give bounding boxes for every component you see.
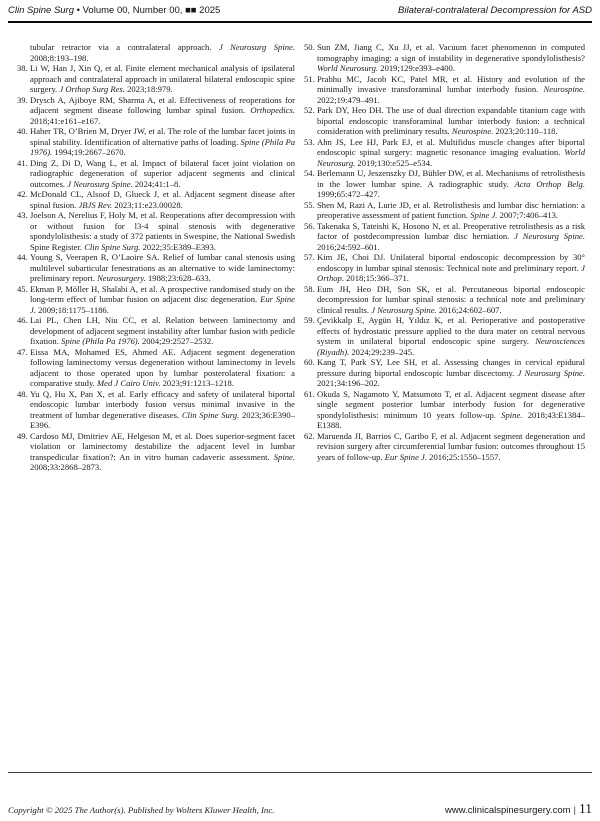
reference-journal: Neurospine. [451, 126, 494, 136]
reference-text: Haher TR, O’Brien M, Dryer JW, et al. The role of the lumbar facet joints in spinal stability. Identification of alternative paths of loading. [30, 126, 295, 147]
reference-pages: 2023;11:e23.00028. [112, 199, 183, 210]
page-header [8, 5, 592, 16]
reference-text: Ahn JS, Lee HJ, Park EJ, et al. Multifidus muscle changes after biportal endoscopic spinal surgery: magnetic resonance imaging evaluation. [317, 136, 585, 157]
reference-item [17, 63, 295, 95]
reference-number: 42. [17, 189, 28, 199]
reference-pages: 2008;8:193–198. [30, 52, 89, 63]
reference-item [304, 74, 585, 106]
reference-number: 47. [17, 346, 28, 357]
reference-number: 59. [304, 315, 315, 325]
reference-item [304, 137, 585, 169]
reference-pages: 2021;34:196–202. [317, 378, 380, 388]
reference-text: Okuda S, Nagamoto Y, Matsumoto T, et al. Adjacent segment disease after single segment posterior lumbar interbody fusion for degenerative spondylolisthesis: minimum 10 years follow-up. [317, 388, 585, 420]
reference-pages: 2024;29:239–245. [349, 346, 415, 357]
reference-journal: Acta Orthop Belg. [514, 178, 585, 189]
reference-journal: Neurospine. [543, 84, 585, 94]
reference-item [304, 252, 585, 284]
reference-number: 57. [304, 252, 315, 262]
reference-text: Eissa MA, Mohamed ES, Ahmed AE. Adjacent segment degeneration following laminectomy versus degeneration without laminectomy in levels adjacent to those operated upon by lumbar posterolateral fixation: a comparative study. [30, 346, 295, 388]
reference-pages: 1988;23:628–633. [145, 273, 211, 283]
reference-pages: 2022;19:479–491. [317, 94, 380, 105]
reference-journal: Neurosciences (Riyadh). [317, 336, 585, 357]
running-title: Bilateral-contralateral Decompression for ASD [398, 5, 592, 16]
reference-text: Kang T, Park SY, Lee SH, et al. Assessing changes in cervical epidural pressure during biportal endoscopic lumbar discectomy. [317, 357, 585, 378]
reference-text: Li W, Han J, Xin Q, et al. Finite element mechanical analysis of ipsilateral approach and contralateral approach in unilateral bilateral endoscopic spine surgery. [30, 63, 295, 94]
reference-text: Kim JE, Choi DJ. Unilateral biportal endoscopic decompression by 30° endoscopy in lumbar spinal stenosis: Technical note and preliminary report. [317, 252, 585, 273]
reference-pages: 2019;129:e393–e400. [378, 63, 455, 73]
reference-number: 43. [17, 210, 28, 220]
reference-number: 38. [17, 63, 28, 73]
reference-journal: J Neurosurg Spine. [371, 304, 437, 315]
reference-journal: Clin Spine Surg. [181, 409, 240, 420]
reference-journal: Orthopedics. [250, 105, 295, 115]
reference-journal: Clin Spine Surg. [84, 241, 141, 252]
reference-journal: J Neurosurg Spine. [514, 231, 585, 241]
reference-item [17, 431, 295, 473]
reference-item [17, 252, 295, 284]
reference-item [17, 347, 295, 389]
footer-meta [445, 801, 592, 817]
reference-text: Berlemann U, Jeszenszky DJ, Bühler DW, et al. Mechanisms of retrolisthesis in the lower lumbar spine. A radiographic study. [317, 168, 585, 189]
reference-text: Yu Q, Hu X, Pan X, et al. Early efficacy and safety of unilateral biportal endoscopic lumbar interbody fusion versus minimal invasive in the treatment of lumbar degenerative diseases. [30, 388, 295, 420]
reference-number: 45. [17, 283, 28, 294]
reference-pages: 2023;91:1213–1218. [160, 378, 234, 388]
reference-pages: 2018;43:E1384–E1388. [317, 409, 585, 430]
reference-pages: 2009;18:1175–1186. [35, 304, 109, 315]
reference-item [304, 284, 585, 316]
footer-separator: | [573, 805, 576, 816]
reference-text: Lai PL, Chen LH, Niu CC, et al. Relation between laminectomy and development of adjacent segment instability after lumbar fusion with pedicle fixation. [30, 315, 295, 346]
reference-text: Ekman P, Möller H, Shalabi A, et al. A prospective randomised study on the long-term effect of lumbar fusion on adjacent disc degeneration. [30, 283, 295, 304]
reference-text: tubular retractor via a contralateral approach. [30, 42, 219, 52]
reference-number: 54. [304, 168, 315, 178]
reference-item [17, 42, 295, 63]
journal-citation [8, 5, 220, 16]
reference-item [304, 389, 585, 431]
reference-number: 55. [304, 199, 315, 210]
reference-item [17, 126, 295, 158]
reference-number: 50. [304, 42, 315, 52]
reference-text: Shen M, Razi A, Lurie JD, et al. Retrolisthesis and lumbar disc herniation: a preoperative assessment of patient function. [317, 199, 585, 220]
reference-pages: 1994;19:2667–2670. [52, 147, 126, 157]
reference-item [17, 389, 295, 431]
reference-number: 62. [304, 430, 315, 441]
journal-name: Clin Spine Surg [8, 5, 75, 16]
issue-info: • Volume 00, Number 00, ■■ 2025 [74, 5, 221, 16]
reference-pages: 2022;35:E389–E393. [140, 241, 216, 252]
reference-item [17, 284, 295, 316]
copyright-notice: Copyright © 2025 The Author(s). Published by Wolters Kluwer Health, Inc. [8, 805, 275, 815]
reference-text: Maruenda JI, Barrios C, Garibo F, et al. Adjacent segment degeneration and revision surgery after circumferential lumbar fusion: outcomes throughout 15 years of follow-up. [317, 430, 585, 462]
reference-text: McDonald CL, Alsoof D, Glueck J, et al. Adjacent segment disease after spinal fusion. [30, 189, 295, 210]
reference-pages: 2018;15:366–371. [343, 273, 409, 283]
reference-journal: JBJS Rev. [78, 199, 113, 210]
reference-number: 53. [304, 136, 315, 147]
reference-journal: J Neurosurg Spine. [218, 42, 295, 52]
reference-journal: World Neurosurg. [317, 147, 585, 168]
reference-pages: 2007;7:406–413. [497, 210, 559, 220]
reference-journal: Med J Cairo Univ. [96, 378, 161, 388]
reference-pages: 2023;36:E390–E396. [30, 409, 295, 430]
reference-item [304, 168, 585, 200]
reference-item [17, 315, 295, 347]
reference-journal: J Neurosurg Spine. [517, 367, 586, 378]
reference-item [17, 189, 295, 210]
reference-pages: 2016;24:592–601. [317, 241, 380, 252]
reference-item [304, 42, 585, 74]
reference-number: 60. [304, 357, 315, 367]
reference-pages: 2023;18:979. [124, 84, 173, 94]
reference-item [304, 105, 585, 137]
reference-journal: Eur Spine J. [30, 294, 295, 315]
reference-number: 56. [304, 220, 315, 231]
reference-item [17, 210, 295, 252]
reference-text: Cardoso MJ, Dmitriev AE, Helgeson M, et al. Does superior-segment facet violation or laminectomy destabilize the adjacent level in lumbar transpedicular fixation?: An in vitro human cadaveric assessment. [30, 430, 295, 462]
journal-website: www.clinicalspinesurgery.com [445, 805, 571, 816]
reference-text: Takenaka S, Tateishi K, Hosono N, et al. Preoperative retrolisthesis as a risk factor of postdecompression lumbar disc herniation. [317, 220, 585, 241]
reference-pages: 2018;41:e161–e167. [30, 115, 101, 126]
reference-pages: 2019;130:e525–e534. [355, 157, 433, 168]
reference-journal: Spine (Phila Pa 1976). [61, 336, 140, 346]
reference-text: Sun ZM, Jiang C, Xu JJ, et al. Vacuum facet phenomenon in computed tomography imaging: a sign of instability in degenerative spondylolisthesis? [317, 42, 585, 63]
reference-journal: Eur Spine J. [384, 451, 428, 462]
reference-text: Joelson A, Nerelius F, Holy M, et al. Reoperations after decompression with or without fusion for l3-4 spinal stenosis with degenerative spondylolisthesis: a study of 372 patients in Swespine, the National Swedish Spine Register. [30, 210, 295, 252]
reference-journal: Spine (Phila Pa 1976). [30, 136, 295, 157]
reference-item [304, 221, 585, 253]
reference-item [17, 95, 295, 127]
reference-number: 39. [17, 94, 28, 105]
reference-journal: World Neurosurg. [317, 63, 379, 73]
reference-journal: J Orthop Surg Res. [59, 84, 125, 94]
reference-text: Park DY, Heo DH. The use of dual direction expandable titanium cage with biportal endoscopic transforaminal lumbar interbody fusion: a technical consideration with preliminary results. [317, 105, 585, 136]
reference-journal: J Orthop. [317, 262, 585, 283]
reference-text: Çevikkalp E, Aygün H, Yıldız K, et al. Perioperative and postoperative effects of hydrostatic pressure applied to the dura mater on central nervous system in unilateral biportal endoscopic spine surgery. [317, 315, 585, 346]
reference-item [17, 158, 295, 190]
reference-pages: 2004;29:2527–2532. [139, 336, 214, 346]
reference-text: Eum JH, Heo DH, Son SK, et al. Percutaneous biportal endoscopic decompression for lumbar spinal stenosis: a technical note and preliminary clinical results. [317, 283, 585, 315]
reference-number: 52. [304, 105, 315, 115]
reference-number: 61. [304, 388, 315, 399]
reference-number: 49. [17, 430, 28, 441]
references-section [17, 42, 585, 473]
reference-pages: 2024;41:1–8. [132, 178, 181, 189]
reference-text: Young S, Veerapen R, O’Laoire SA. Relief of lumbar canal stenosis using multilevel subarticular fenestrations as an alternative to wide laminectomy: preliminary report. [30, 252, 295, 283]
reference-item [304, 315, 585, 357]
reference-journal: J Neurosurg Spine. [67, 178, 133, 189]
reference-journal: Neurosurgery. [97, 273, 146, 283]
reference-journal: Spine J. [470, 210, 498, 220]
reference-number: 40. [17, 126, 28, 136]
reference-number: 46. [17, 315, 28, 325]
reference-pages: 2016;25:1550–1557. [427, 451, 501, 462]
reference-text: Drysch A, Ajiboye RM, Sharma A, et al. Effectiveness of reoperations for adjacent segment disease following lumbar spinal fusion. [30, 94, 295, 115]
reference-text: Ding Z, Di D, Wang L, et al. Impact of bilateral facet joint violation on radiographic degeneration of superior adjacent segments and clinical outcomes. [30, 157, 295, 189]
references-column-right [304, 42, 585, 473]
reference-journal: Spine. [273, 451, 295, 462]
reference-pages: 2008;33:2868–2873. [30, 462, 102, 472]
reference-pages: 2023;20:110–118. [493, 126, 558, 136]
reference-journal: Spine. [501, 409, 523, 420]
reference-pages: 2016;24:602–607. [436, 304, 502, 315]
header-rule [8, 21, 592, 23]
page-footer [8, 801, 592, 817]
reference-text: Prabhu MC, Jacob KC, Patel MR, et al. History and evolution of the minimally invasive transforaminal lumbar interbody fusion. [317, 73, 585, 94]
page-number: 11 [579, 801, 592, 816]
reference-number: 44. [17, 252, 28, 262]
reference-number: 48. [17, 388, 28, 399]
reference-item [304, 431, 585, 463]
reference-number: 58. [304, 283, 315, 294]
reference-number: 41. [17, 157, 28, 168]
reference-item [304, 357, 585, 389]
footer-rule [8, 772, 592, 773]
reference-item [304, 200, 585, 221]
reference-pages: 1999;65:472–427. [317, 189, 380, 199]
reference-number: 51. [304, 73, 315, 84]
references-column-left [17, 42, 295, 473]
